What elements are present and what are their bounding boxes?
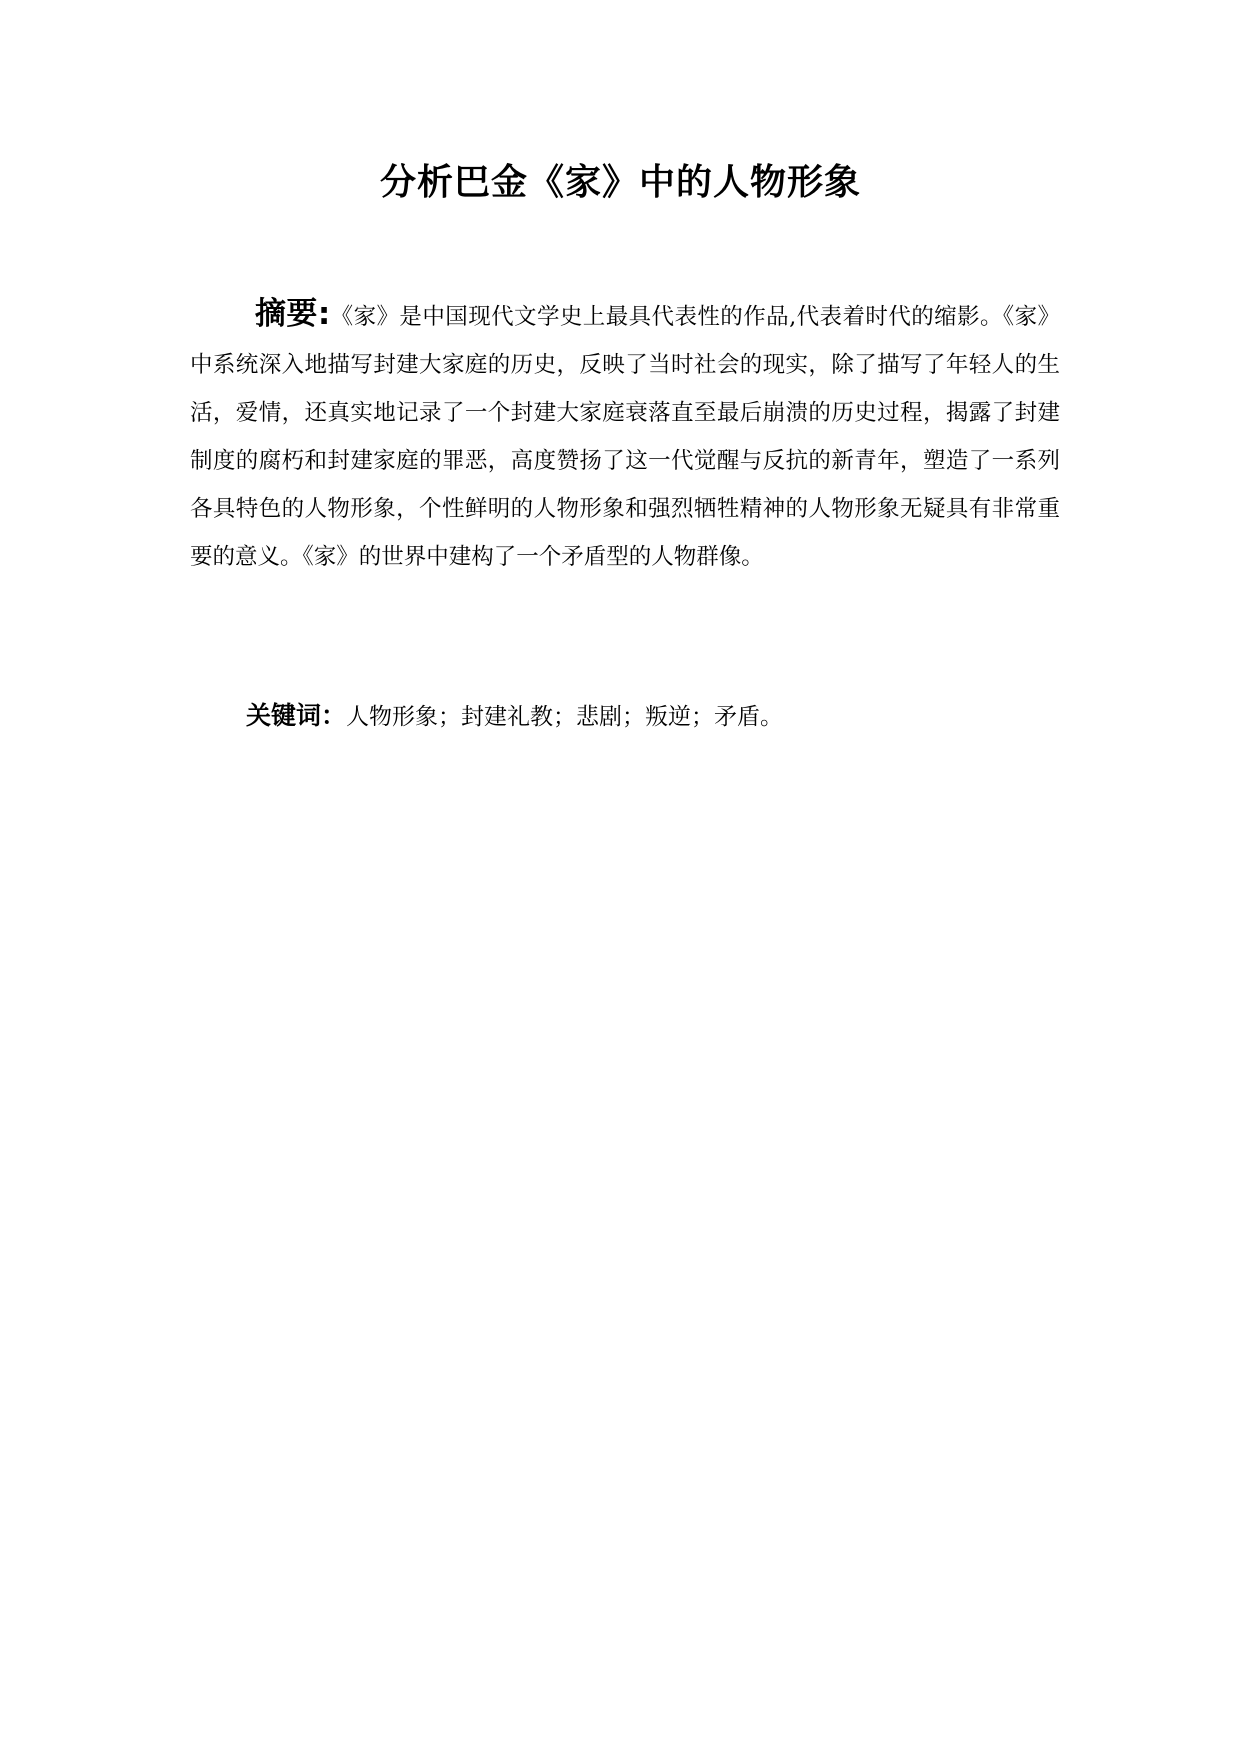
keywords-text: 人物形象；封建礼教；悲剧；叛逆；矛盾。 (346, 704, 784, 730)
abstract-paragraph (190, 290, 1060, 581)
abstract-text: 《家》是中国现代文学史上最具代表性的作品,代表着时代的缩影。《家》中系统深入地描写封建大家庭的历史，反映了当时社会的现实，除了描写了年轻人的生活，爱情，还真实地记录了一个封建大家庭衰落直至最后崩溃的历史过程，揭露了封建制度的腐朽和封建家庭的罪恶，高度赞扬了这一代觉醒与反抗的新青年，塑造了一系列各具特色的人物形象，个性鲜明的人物形象和强烈牺牲精神的人物形象无疑具有非常重要的意义。《家》的世界中建构了一个矛盾型的人物群像。 (190, 304, 1061, 570)
abstract-label: 摘要: (255, 296, 331, 332)
document-title: 分析巴金《家》中的人物形象 (379, 162, 861, 203)
keywords-label: 关键词： (246, 701, 347, 730)
keywords-line (246, 696, 1046, 737)
